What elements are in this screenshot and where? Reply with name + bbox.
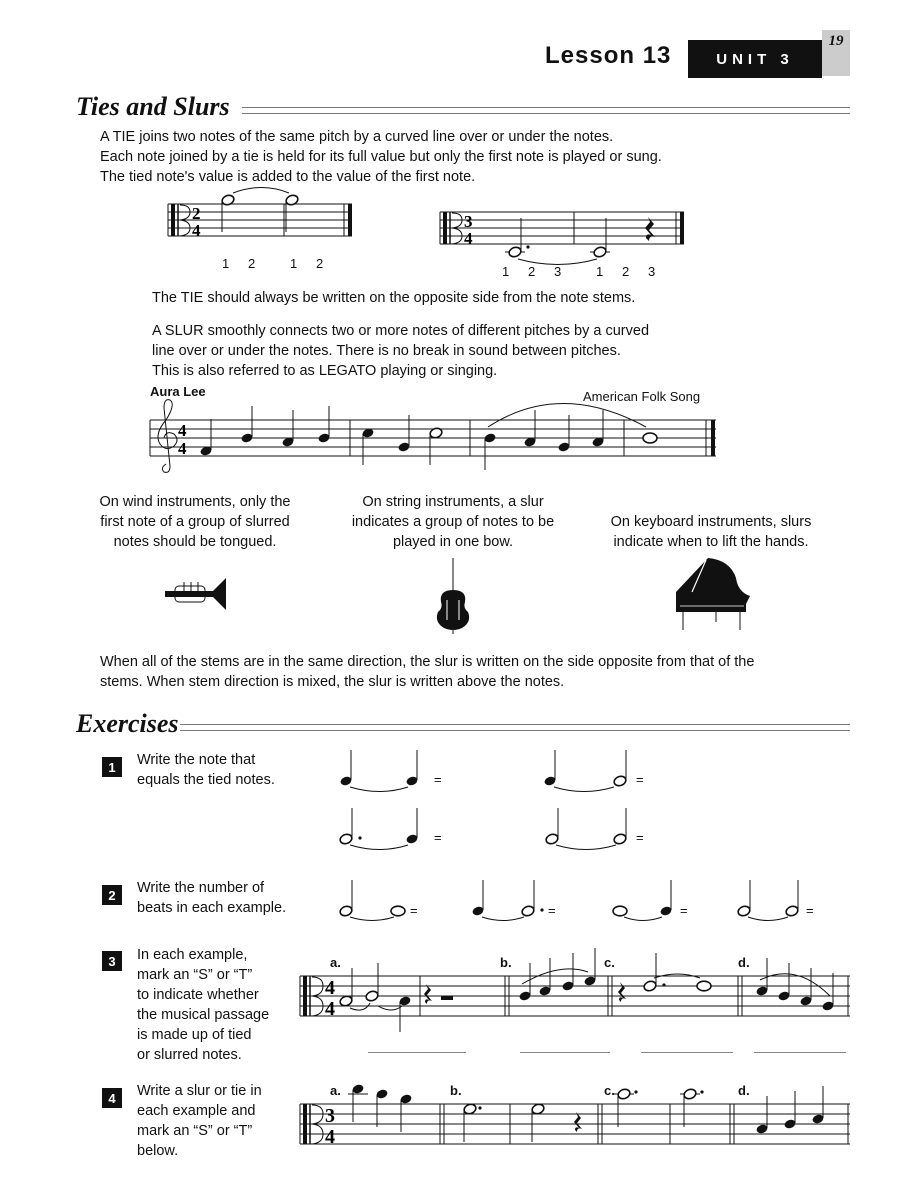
exercise-number: 4: [102, 1088, 122, 1108]
svg-text:3: 3: [325, 1105, 335, 1127]
equals-sign: =: [548, 903, 556, 918]
exercise-1-instructions: Write the note that equals the tied notes.: [137, 752, 275, 788]
equals-sign: =: [636, 830, 644, 845]
svg-text:3: 3: [464, 212, 473, 231]
song-title: Aura Lee: [150, 384, 206, 399]
slur-description: A SLUR smoothly connects two or more notes of different pitches by a curved line over or under the notes. There is no break in sound between pitches. This is also referred to as LEGATO playing or singing.: [152, 323, 650, 379]
section-title-ties-slurs: Ties and Slurs: [76, 92, 230, 121]
svg-text:4: 4: [325, 1126, 335, 1148]
equals-sign: =: [680, 903, 688, 918]
count: 1: [290, 256, 298, 271]
count: 2: [316, 256, 324, 271]
exercise-4-instructions: Write a slur or tie in each example and mark an “S” or “T” below.: [137, 1083, 262, 1159]
count: 3: [648, 264, 656, 279]
count: 2: [528, 264, 536, 279]
keyboard-text: On keyboard instruments, slurs indicate when to lift the hands.: [610, 514, 812, 550]
example-label: d.: [738, 1083, 750, 1098]
equals-sign: =: [434, 772, 442, 787]
equals-sign: =: [806, 903, 814, 918]
count: 1: [222, 256, 230, 271]
svg-text:4: 4: [178, 439, 187, 458]
svg-text:2: 2: [192, 204, 201, 223]
tie-description: A TIE joins two notes of the same pitch by a curved line over or under the notes. Each note joined by a tie is held for its full value but only the first note is played or sung. The tied note's value is added to the value of the first note.: [100, 129, 662, 185]
svg-text:4: 4: [192, 221, 201, 240]
page-number: 19: [822, 30, 850, 76]
lesson-title: Lesson 13: [545, 42, 672, 69]
example-label: d.: [738, 955, 750, 970]
count: 3: [554, 264, 562, 279]
svg-text:4: 4: [325, 977, 335, 999]
svg-text:4: 4: [178, 421, 187, 440]
example-label: b.: [500, 955, 512, 970]
exercise-number: 2: [102, 885, 122, 905]
count: 1: [596, 264, 604, 279]
string-text: On string instruments, a slur indicates a group of notes to be played in one bow.: [351, 494, 555, 550]
exercise-number: 3: [102, 951, 122, 971]
example-label: c.: [604, 955, 615, 970]
stems-description: When all of the stems are in the same direction, the slur is written on the side opposite from that of the stems. When stem direction is mixed, the slur is written above the notes.: [100, 654, 755, 690]
equals-sign: =: [434, 830, 442, 845]
svg-text:4: 4: [464, 229, 473, 248]
exercise-3-instructions: In each example, mark an “S” or “T” to indicate whether the musical passage is made up of tied or slurred notes.: [137, 947, 270, 1063]
exercise-number: 1: [102, 757, 122, 777]
example-label: a.: [330, 955, 341, 970]
section-title-exercises: Exercises: [76, 709, 179, 738]
count: 1: [502, 264, 510, 279]
equals-sign: =: [410, 903, 418, 918]
tie-note: The TIE should always be written on the opposite side from the note stems.: [152, 290, 636, 306]
example-label: c.: [604, 1083, 615, 1098]
song-credit: American Folk Song: [583, 389, 701, 404]
example-label: b.: [450, 1083, 462, 1098]
svg-text:4: 4: [325, 998, 335, 1020]
exercise-2-instructions: Write the number of beats in each example.: [137, 880, 287, 916]
example-label: a.: [330, 1083, 341, 1098]
wind-text: On wind instruments, only the first note of a group of slurred notes should be tongued.: [99, 494, 291, 550]
equals-sign: =: [636, 772, 644, 787]
count: 2: [248, 256, 256, 271]
unit-badge: UNIT 3: [688, 40, 822, 78]
count: 2: [622, 264, 630, 279]
